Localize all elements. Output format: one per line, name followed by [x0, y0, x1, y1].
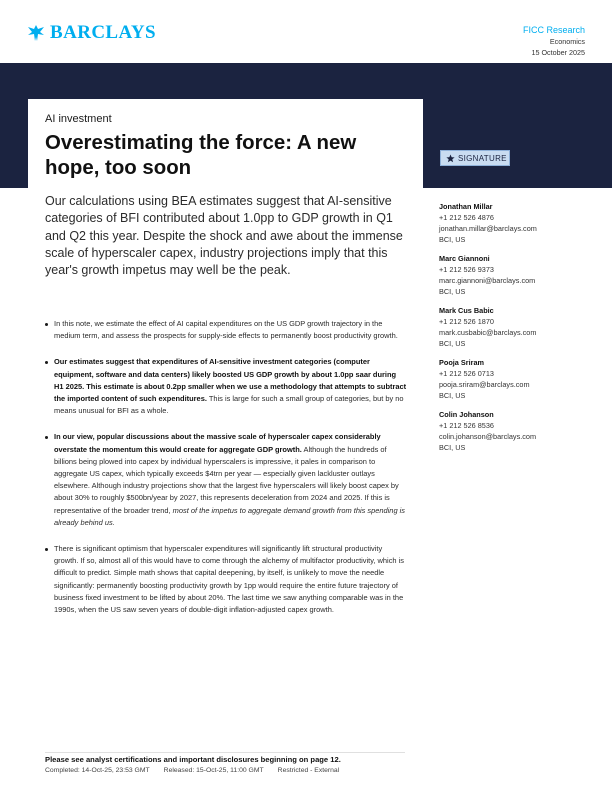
eagle-icon — [26, 23, 46, 43]
brand-name: BARCLAYS — [50, 22, 156, 43]
bullet-text: There is significant optimism that hyperscaler expenditures will significantly lift structural productivity growth. If so, almost all of this would have to come through the alchemy of multifactor productivity, which is difficult to predict. Simple math shows that capital deepening, by itself, is unlikely to move the needle significantly: permanently boosting productivity growth by 1pp would require the entire future trajectory of business fixed investment to be lifted by about 20%. The last time we saw anything comparable was in the 1990s, when the US saw seven years of double-digit inflation-adjusted capex growth. — [54, 544, 404, 615]
author-name: Pooja Sriram — [439, 358, 485, 367]
disclosure-note: Please see analyst certifications and important disclosures beginning on page 12. — [45, 755, 341, 764]
author-card — [439, 409, 599, 453]
list-item — [45, 356, 407, 417]
author-list — [439, 201, 599, 461]
bullet-text: Although the hundreds of billions being plowed into capex by individual hyperscalers is impressive, it pales in comparison to aggregate US capex, which typically exceeds $4trn per year — especially given lackluster outlays elsewhere. Although industry projections show that the largest five hyperscalers will likely boost capex by about 30% to roughly $500bn/year by 2027, this represents deceleration from 2024 and 2025. If this is representative of the broader trend, — [54, 444, 399, 515]
author-name: Marc Giannoni — [439, 254, 490, 263]
release-meta — [45, 767, 353, 774]
author-email[interactable]: jonathan.millar@barclays.com — [439, 224, 537, 233]
author-entity: BCI, US — [439, 339, 466, 348]
author-email[interactable]: marc.giannoni@barclays.com — [439, 276, 536, 285]
bullet-bold: Our estimates suggest that expenditures of AI-sensitive investment categories (computer equipment, software and data centers) likely boosted US GDP growth by about 1.0pp saar during H1 2025. This estimate is about 0.2pp smaller when we use a methodology that attempts to subtract the imported content of such expenditures. — [54, 357, 407, 404]
author-card — [439, 305, 599, 349]
section-label: Economics — [549, 37, 585, 46]
footer-divider — [45, 752, 405, 753]
author-email[interactable]: mark.cusbabic@barclays.com — [439, 328, 537, 337]
bullet-bold: In our view, popular discussions about the massive scale of hyperscaler capex considerably overstate the momentum this would create for aggregate GDP growth. — [54, 432, 381, 454]
completed-time: Completed: 14-Oct-25, 23:53 GMT — [45, 767, 150, 774]
signature-badge — [440, 150, 510, 166]
article-kicker: AI investment — [45, 113, 112, 125]
list-item — [45, 543, 407, 616]
author-email[interactable]: pooja.sriram@barclays.com — [439, 380, 530, 389]
author-phone: +1 212 526 9373 — [439, 265, 494, 274]
key-points — [45, 318, 407, 630]
author-entity: BCI, US — [439, 443, 466, 452]
released-time: Released: 15-Oct-25, 11:00 GMT — [163, 767, 264, 774]
bullet-text: In this note, we estimate the effect of AI capital expenditures on the US GDP growth trajectory in the medium term, and assess the prospects for supply-side effects to permanently boost productivity growth. — [54, 319, 398, 341]
report-date: 15 October 2025 — [531, 48, 585, 57]
classification-label: Restricted - External — [277, 767, 340, 774]
author-entity: BCI, US — [439, 391, 466, 400]
author-entity: BCI, US — [439, 235, 466, 244]
author-card — [439, 357, 599, 401]
author-email[interactable]: colin.johanson@barclays.com — [439, 432, 537, 441]
author-card — [439, 253, 599, 297]
author-phone: +1 212 526 8536 — [439, 421, 494, 430]
author-entity: BCI, US — [439, 287, 466, 296]
bullet-icon — [45, 548, 48, 551]
badge-label: SIGNATURE — [458, 153, 507, 163]
bullet-text: This is large for such a small group of categories, but by no means unusual for BFI as a whole. — [54, 394, 404, 416]
author-name: Colin Johanson — [439, 410, 494, 419]
bullet-italic: most of the impetus to aggregate demand growth from this spending is already behind us. — [54, 505, 406, 527]
author-phone: +1 212 526 1870 — [439, 317, 494, 326]
author-name: Mark Cus Babic — [439, 306, 494, 315]
page-title: Overestimating the force: A new hope, too soon — [45, 132, 357, 179]
author-card — [439, 201, 599, 245]
report-header — [523, 24, 585, 58]
research-label: FICC Research — [522, 25, 585, 35]
article-summary: Our calculations using BEA estimates suggest that AI-sensitive categories of BFI contributed about 1.0pp to GDP growth in Q1 and Q2 this year. Despite the shock and awe about the immense scale of hyperscaler capex, industry projections imply that this year's growth impetus may well be the peak. — [45, 194, 403, 278]
list-item — [45, 431, 407, 529]
barclays-logo — [26, 22, 156, 44]
author-name: Jonathan Millar — [439, 202, 493, 211]
bullet-icon — [45, 361, 48, 364]
author-phone: +1 212 526 4876 — [439, 213, 494, 222]
author-phone: +1 212 526 0713 — [439, 369, 494, 378]
bullet-icon — [45, 323, 48, 326]
bullet-icon — [45, 436, 48, 439]
list-item — [45, 318, 407, 342]
star-icon — [446, 154, 455, 163]
